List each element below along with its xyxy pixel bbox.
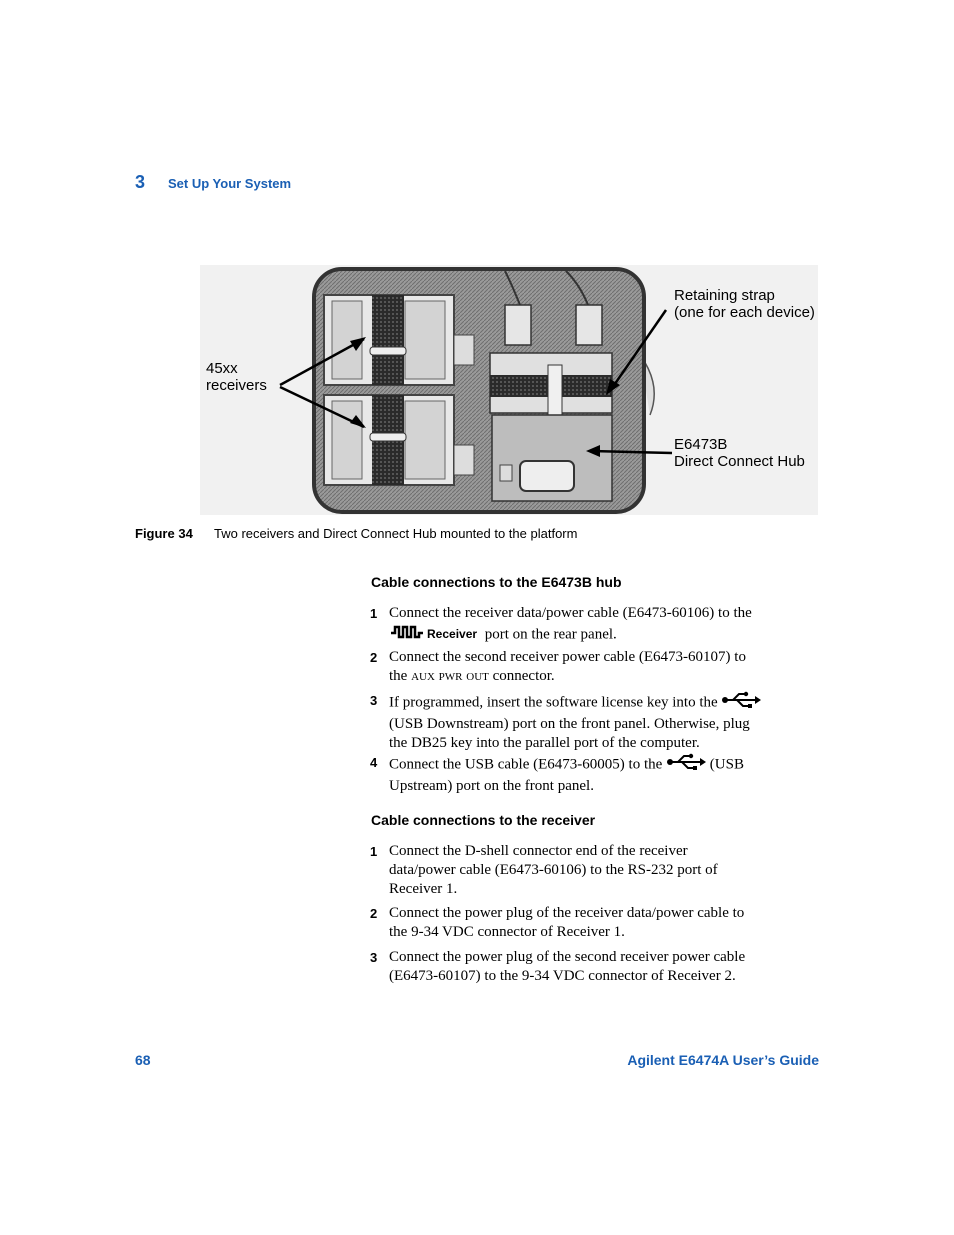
- chapter-title: Set Up Your System: [168, 176, 292, 191]
- callout-hub-line2: Direct Connect Hub: [674, 453, 805, 470]
- callout-hub: [674, 436, 805, 470]
- receiver-icon-label: Receiver: [427, 627, 478, 641]
- hub-step-2-pre: the: [389, 668, 408, 684]
- hub-step-1-line2-text: port on the rear panel.: [484, 626, 617, 643]
- hub-step-number: 2: [370, 650, 378, 665]
- hub-step-3-line1: [389, 691, 821, 715]
- callout-retaining-strap: [674, 287, 815, 321]
- receiver-step-2-line2: the 9-34 VDC connector of Receiver 1.: [389, 924, 625, 940]
- receiver-step-2-line1: Connect the power plug of the receiver data/power cable to: [389, 905, 745, 921]
- footer-guide-title: Agilent E6474A User’s Guide: [627, 1052, 819, 1068]
- callout-strap-line1: Retaining strap: [674, 287, 775, 304]
- hub-step-number: 1: [370, 606, 378, 621]
- receiver-step-number: 3: [370, 950, 378, 965]
- hub-step-2: [389, 648, 821, 686]
- callout-receivers-line1: 45xx: [206, 360, 238, 377]
- hub-step-1-line2: [389, 623, 821, 647]
- receiver-port-icon: [389, 623, 481, 647]
- hub-step-3-line2: (USB Downstream) port on the front panel. Otherwise, plug: [389, 716, 750, 732]
- receiver-step-1: [389, 842, 821, 899]
- callout-receivers: [206, 360, 267, 394]
- aux-pwr-out-label: aux pwr out: [411, 668, 489, 684]
- figure-caption-label: Figure 34: [135, 526, 193, 541]
- usb-icon: [721, 691, 761, 715]
- receiver-step-3-line2: (E6473-60107) to the 9-34 VDC connector of Receiver 2.: [389, 968, 736, 984]
- receiver-step-1-line3: Receiver 1.: [389, 881, 458, 897]
- direct-connect-hub: [490, 353, 612, 501]
- receiver-2: [324, 395, 474, 485]
- page-number: 68: [135, 1052, 151, 1068]
- receiver-step-number: 2: [370, 906, 378, 921]
- hub-step-2-post: connector.: [492, 668, 555, 684]
- hub-step-3-line3: the DB25 key into the parallel port of the computer.: [389, 735, 700, 751]
- callout-receivers-line2: receivers: [206, 377, 267, 394]
- hub-step-4-line1: [389, 753, 821, 777]
- section-heading-hub: Cable connections to the E6473B hub: [371, 574, 622, 590]
- hub-step-4-line1-end: (USB: [709, 756, 744, 773]
- receiver-1: [324, 295, 474, 385]
- platform-figure: [200, 265, 818, 515]
- chapter-number: 3: [135, 172, 146, 192]
- receiver-step-1-line1: Connect the D-shell connector end of the receiver: [389, 843, 688, 859]
- hub-step-3: [389, 691, 821, 753]
- hub-step-1: [389, 604, 821, 647]
- section-heading-receiver: Cable connections to the receiver: [371, 812, 596, 828]
- receiver-step-2: [389, 904, 821, 942]
- hub-step-3-line1-text: If programmed, insert the software license key into the: [389, 694, 718, 711]
- hub-step-number: 4: [370, 755, 378, 770]
- receiver-step-3: [389, 948, 821, 986]
- hub-step-2-line2: [389, 667, 821, 686]
- hub-step-1-line1: Connect the receiver data/power cable (E6473-60106) to the: [389, 605, 752, 621]
- callout-strap-line2: (one for each device): [674, 304, 815, 321]
- receiver-step-3-line1: Connect the power plug of the second receiver power cable: [389, 949, 746, 965]
- receiver-step-number: 1: [370, 844, 378, 859]
- hub-step-4-line1-text: Connect the USB cable (E6473-60005) to the: [389, 756, 663, 773]
- receiver-step-1-line2: data/power cable (E6473-60106) to the RS-232 port of: [389, 862, 718, 878]
- hub-step-4: [389, 753, 821, 796]
- usb-icon: [666, 753, 706, 777]
- hub-step-number: 3: [370, 693, 378, 708]
- figure-caption-text: Two receivers and Direct Connect Hub mounted to the platform: [214, 526, 578, 541]
- hub-step-4-line2: Upstream) port on the front panel.: [389, 778, 594, 794]
- callout-hub-line1: E6473B: [674, 436, 728, 453]
- hub-step-2-line1: Connect the second receiver power cable (E6473-60107) to: [389, 649, 746, 665]
